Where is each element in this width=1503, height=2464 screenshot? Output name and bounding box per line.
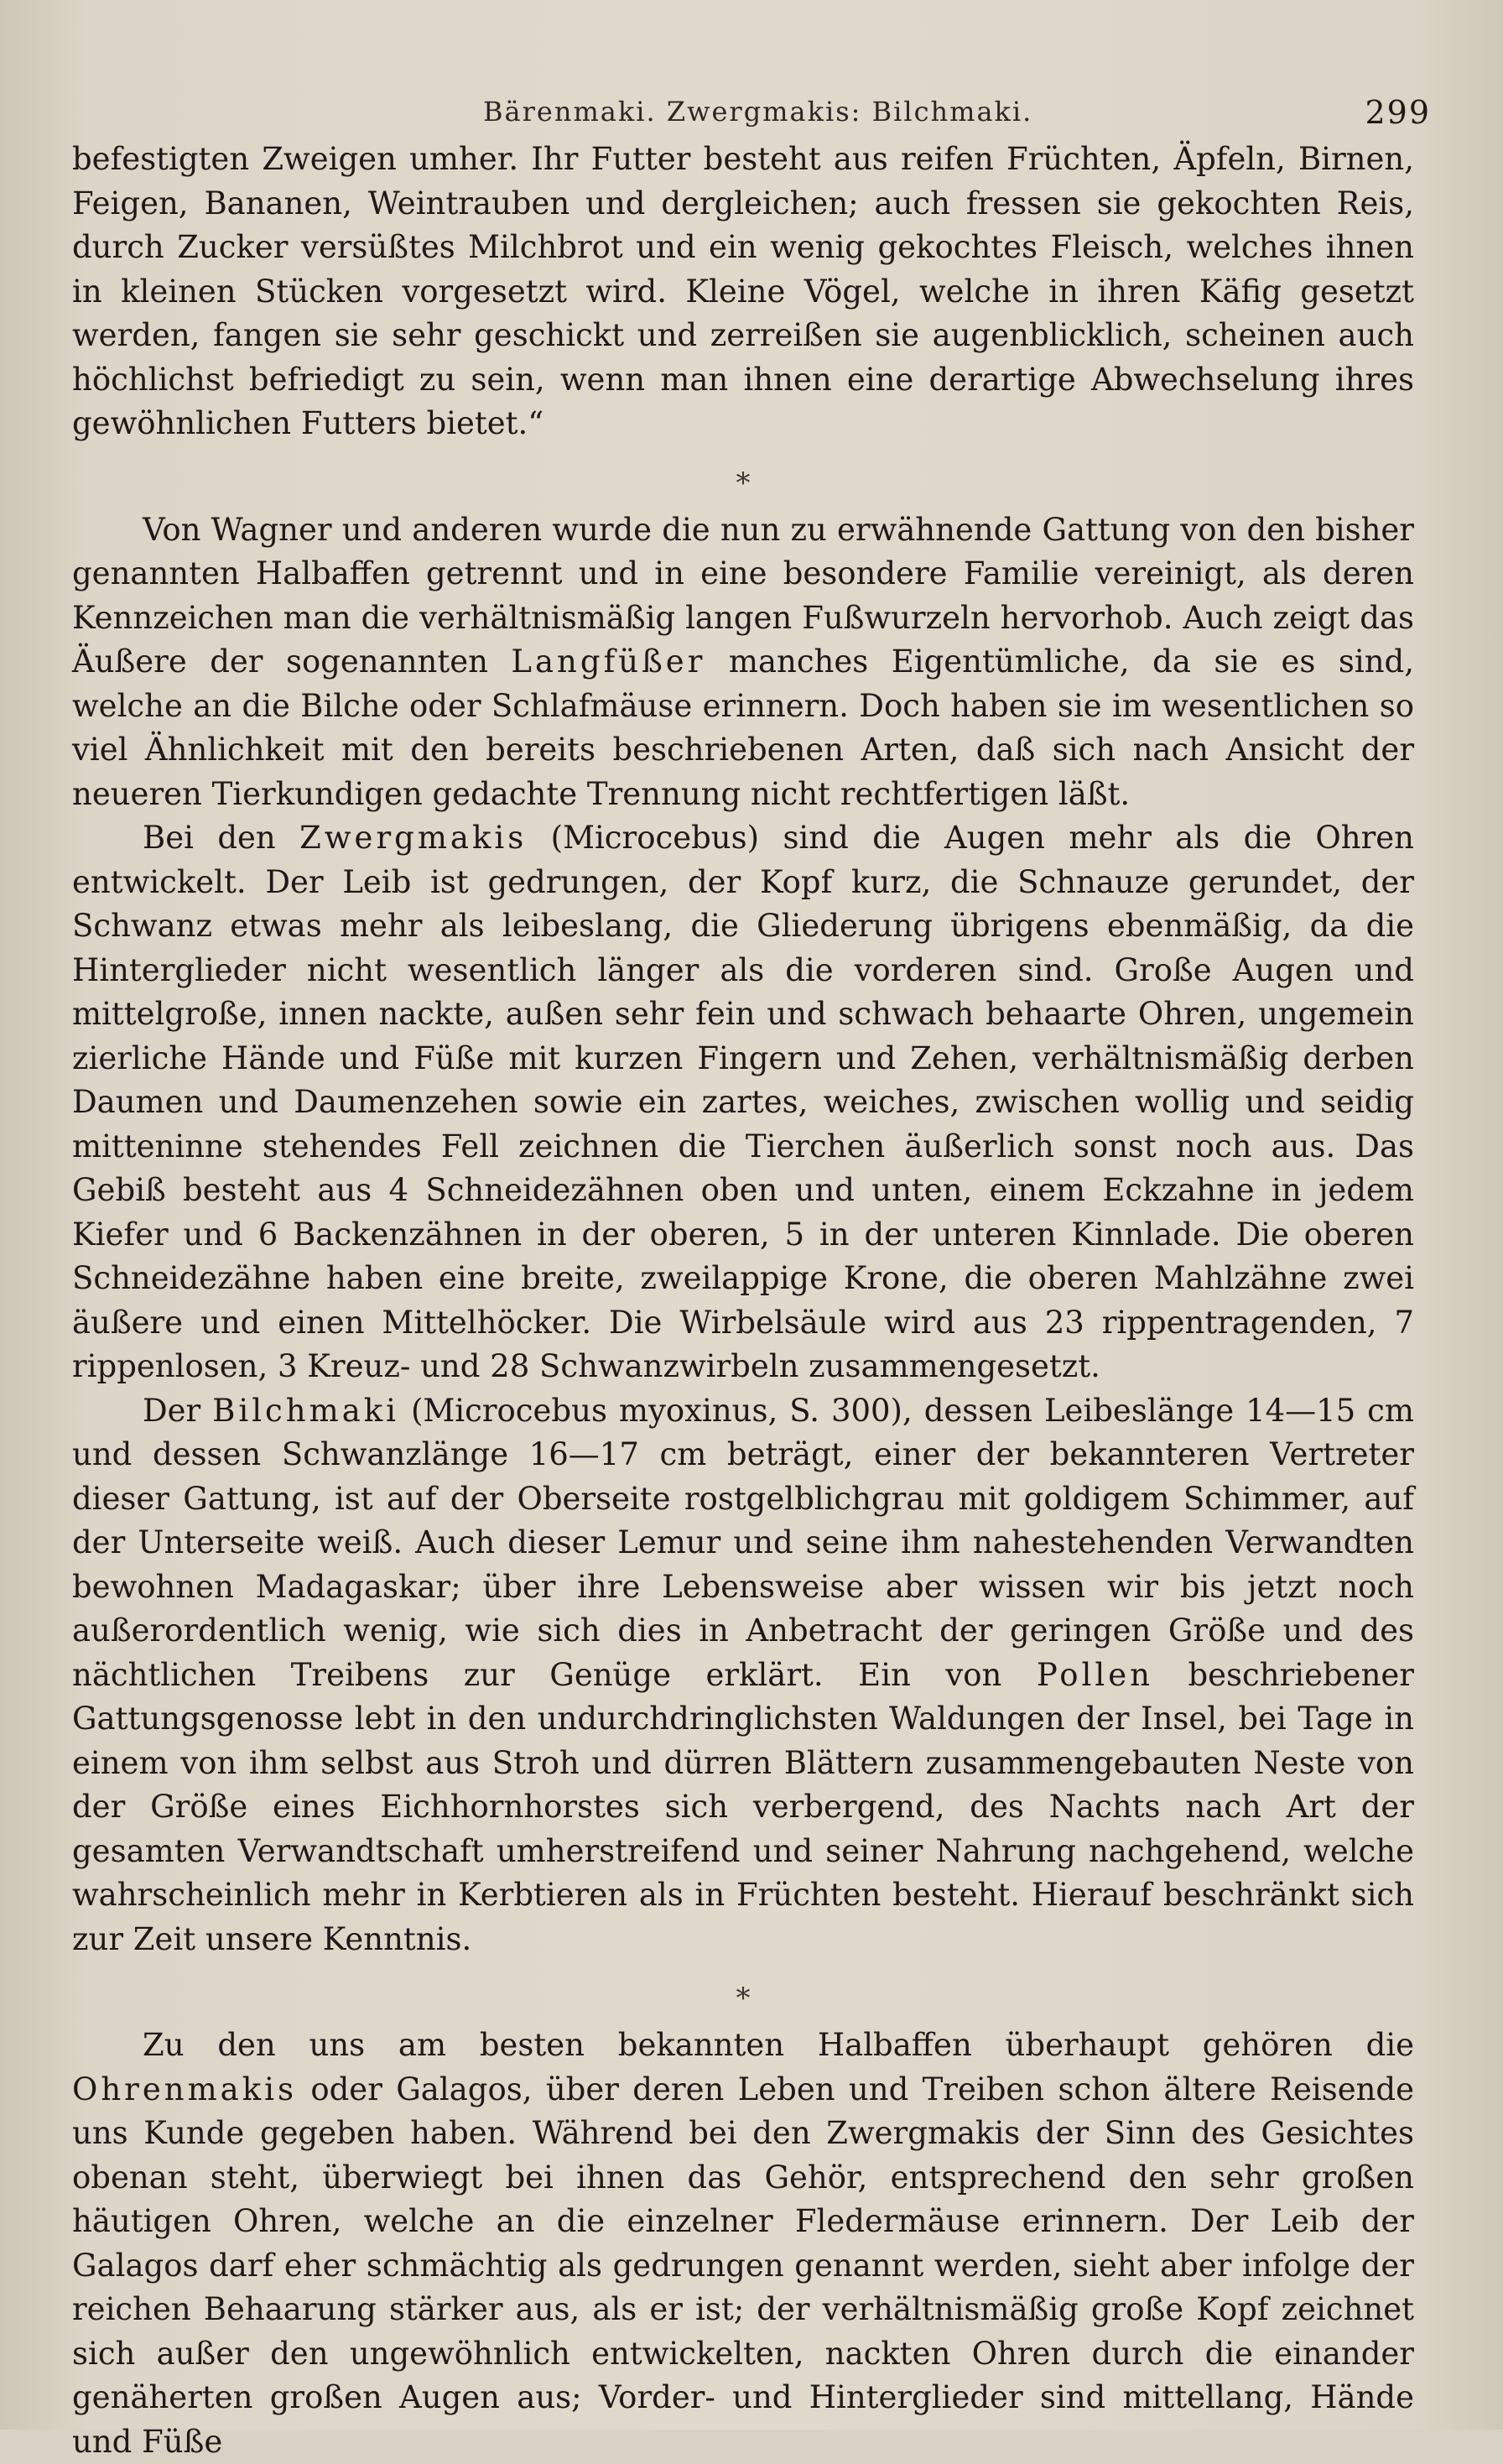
paragraph-feeding: befestigten Zweigen umher. Ihr Futter besteht aus reifen Früchten, Äpfeln, Birnen, Feigen, Bananen, Weintrauben und dergleichen; auch fressen sie gekochten Reis, durch Zucker versüßtes Milchbrot und ein wenig gekochtes Fleisch, welches ihnen in kleinen Stücken vorgesetzt wird. Kleine Vögel, welche in ihren Käfig gesetzt werden, fangen sie sehr geschickt und zerreißen sie augenblicklich, scheinen auch höchlichst befriedigt zu sein, wenn man ihnen eine derartige Abwechselung ihres gewöhnlichen Futters bietet.“	[72, 141, 1414, 441]
paragraph-text: manches Eigentümliche, da sie es sind, welche an die Bilche oder Schlafmäuse erinnern. Doch haben sie im wesentlichen so viel Ähnlichkeit mit den bereits beschriebenen Arten, daß sich nach Ansicht der neueren Tierkundigen gedachte Trennung nicht rechtfertigen läßt.	[72, 643, 1414, 812]
paragraph-text: Der	[143, 1392, 213, 1429]
paragraph-text: Zu den uns am besten bekannten Halbaffen überhaupt gehören die	[143, 2027, 1414, 2063]
paragraph-bilchmaki	[72, 1389, 1414, 1962]
paragraph-ohrenmakis	[72, 2024, 1414, 2464]
paragraph-text: oder Galagos, über deren Leben und Treiben schon ältere Reisende uns Kunde gegeben haben. Während bei den Zwergmakis der Sinn des Gesichtes obenan steht, überwiegt bei ihnen das Gehör, entsprechend den sehr großen häutigen Ohren, welche an die einzelner Fledermäuse erinnern. Der Leib der Galagos darf eher schmächtig als gedrungen genannt werden, sieht aber infolge der reichen Behaarung stärker aus, als er ist; der verhältnismäßig große Kopf zeichnet sich außer den ungewöhnlich entwickelten, nackten Ohren durch die einander genäherten großen Augen aus; Vorder- und Hinterglieder sind mittellang, Hände und Füße	[72, 2071, 1414, 2460]
term-zwergmakis: Zwergmakis	[299, 820, 528, 856]
author-name-pollen: Pollen	[1036, 1656, 1153, 1693]
page-number: 299	[1365, 94, 1431, 131]
paragraph-text: (Microcebus myoxinus, S. 300), dessen Leibeslänge 14—15 cm und dessen Schwanzlänge 16—17 cm beträgt, einer der bekannteren Vertreter dieser Gattung, ist auf der Oberseite rostgelblichgrau mit goldigem Schimmer, auf der Unterseite weiß. Auch dieser Lemur und seine ihm nahestehenden Verwandten bewohnen Madagaskar; über ihre Lebensweise aber wissen wir bis jetzt noch außerordentlich wenig, wie sich dies in Anbetracht der geringen Größe und des nächtlichen Treibens zur Genüge erklärt. Ein von	[72, 1392, 1414, 1693]
section-separator: *	[736, 466, 751, 500]
paragraph-text: Von Wagner und anderen wurde die nun zu erwähnende Gattung von den bisher genannten Halbaffen getrennt und in eine besondere Familie vereinigt, als deren Kennzeichen man die verhältnismäßig langen Fußwurzeln hervorhob. Auch zeigt das Äußere der sogenannten	[72, 511, 1414, 680]
paragraph-zwergmakis	[72, 816, 1414, 1389]
paragraph-text: beschriebener Gattungsgenosse lebt in den undurchdringlichsten Waldungen der Insel, bei Tage in einem von ihm selbst aus Stroh und dürren Blättern zusammengebauten Neste von der Größe eines Eichhornhorstes sich verbergend, des Nachts nach Art der gesamten Verwandtschaft umherstreifend und seiner Nahrung nachgehend, welche wahrscheinlich mehr in Kerbtieren als in Früchten besteht. Hierauf beschränkt sich zur Zeit unsere Kenntnis.	[72, 1656, 1414, 1957]
page-content	[72, 84, 1431, 2464]
running-title: Bärenmaki. Zwergmakis: Bilchmaki.	[483, 96, 1033, 128]
paragraph-text: Bei den	[143, 820, 300, 856]
term-bilchmaki: Bilchmaki	[212, 1392, 400, 1429]
paragraph-text: (Microcebus) sind die Augen mehr als die Ohren entwickelt. Der Leib ist gedrungen, der Kopf kurz, die Schnauze gerundet, der Schwanz etwas mehr als leibeslang, die Gliederung übrigens ebenmäßig, da die Hinterglieder nicht wesentlich länger als die vorderen sind. Große Augen und mittelgroße, innen nackte, außen sehr fein und schwach behaarte Ohren, ungemein zierliche Hände und Füße mit kurzen Fingern und Zehen, verhältnismäßig derben Daumen und Daumenzehen sowie ein zartes, weiches, zwischen wollig und seidig mitteninne stehendes Fell zeichnen die Tierchen äußerlich sonst noch aus. Das Gebiß besteht aus 4 Schneidezähnen oben und unten, einem Eckzahne in jedem Kiefer und 6 Backenzähnen in der oberen, 5 in der unteren Kinnlade. Die oberen Schneidezähne haben eine breite, zweilappige Krone, die oberen Mahlzähne zwei äußere und einen Mittelhöcker. Die Wirbelsäule wird aus 23 rippentragenden, 7 rippenlosen, 3 Kreuz- und 28 Schwanzwirbeln zusammengesetzt.	[72, 820, 1414, 1384]
paragraph-langfuesser	[72, 508, 1414, 817]
section-separator: *	[736, 1982, 751, 2015]
running-head	[72, 84, 1431, 138]
term-ohrenmakis: Ohrenmakis	[72, 2071, 297, 2107]
term-langfuesser: Langfüßer	[511, 643, 706, 680]
